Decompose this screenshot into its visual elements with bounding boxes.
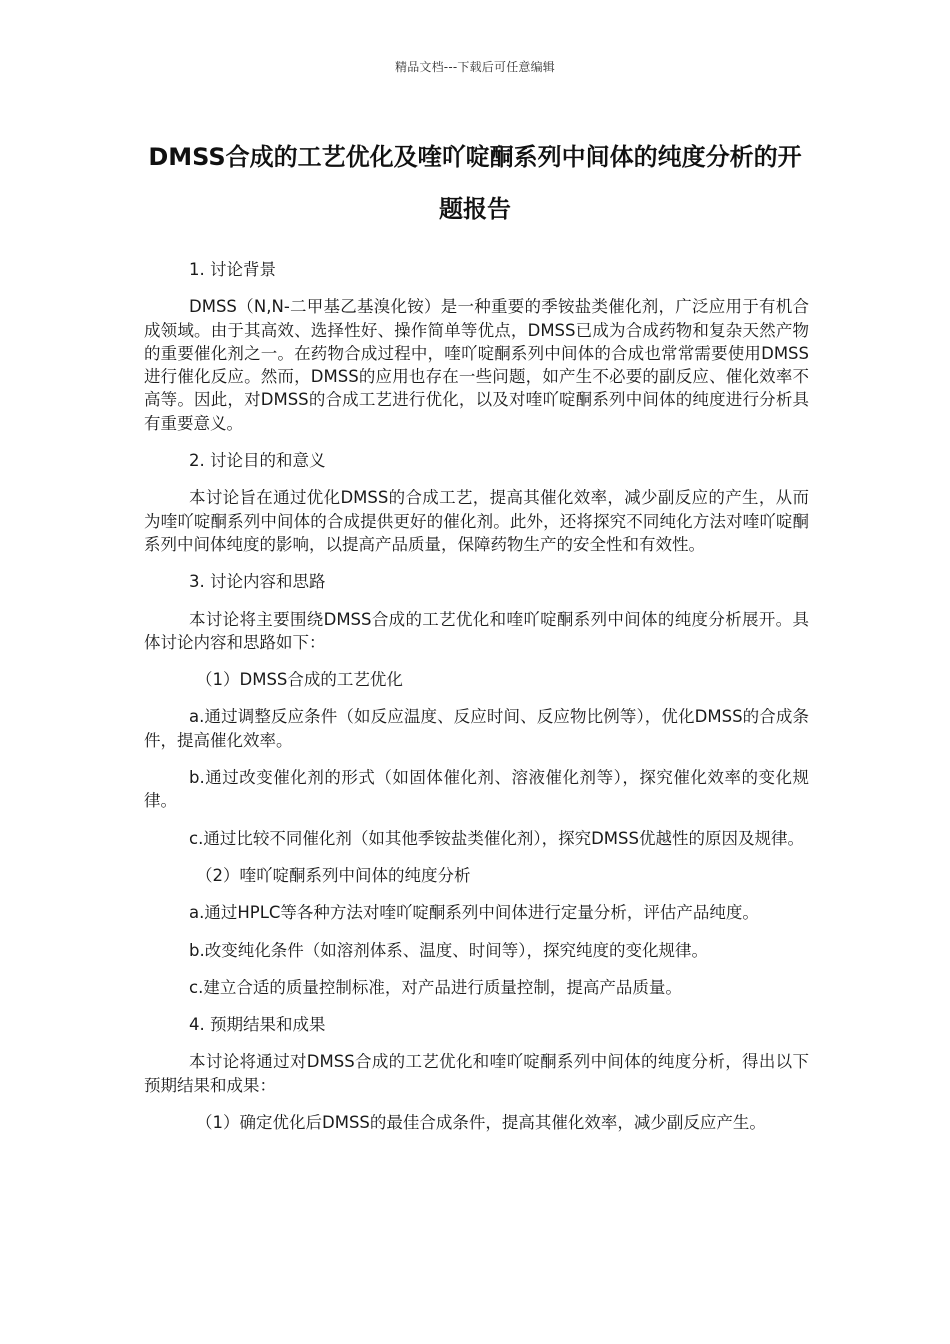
- list-item: a.通过调整反应条件（如反应温度、反应时间、反应物比例等），优化DMSS的合成条件，提高催化效率。: [144, 707, 809, 750]
- list-item: c.通过比较不同催化剂（如其他季铵盐类催化剂），探究DMSS优越性的原因及规律。: [189, 828, 804, 848]
- list-item: a.通过HPLC等各种方法对喹吖啶酮系列中间体进行定量分析，评估产品纯度。: [189, 903, 759, 923]
- list-item: （1）确定优化后DMSS的最佳合成条件，提高其催化效率，减少副反应产生。: [196, 1113, 766, 1133]
- paragraph-content: 本讨论将主要围绕DMSS合成的工艺优化和喹吖啶酮系列中间体的纯度分析展开。具体讨论内容和思路如下：: [144, 609, 809, 652]
- subheading-process-optimization: （1）DMSS合成的工艺优化: [196, 670, 403, 690]
- header-note: 精品文档---下载后可任意编辑: [395, 60, 555, 74]
- section-heading-expected-results: 4. 预期结果和成果: [189, 1015, 326, 1035]
- document-body: [144, 258, 809, 1148]
- paragraph-purpose: 本讨论旨在通过优化DMSS的合成工艺，提高其催化效率，减少副反应的产生，从而为喹吖啶酮系列中间体的合成提供更好的催化剂。此外，还将探究不同纯化方法对喹吖啶酮系列中间体纯度的影响，以提高产品质量，保障药物生产的安全性和有效性。: [144, 488, 809, 554]
- paragraph-expected-results: 本讨论将通过对DMSS合成的工艺优化和喹吖啶酮系列中间体的纯度分析，得出以下预期结果和成果：: [144, 1052, 809, 1095]
- list-item: c.建立合适的质量控制标准，对产品进行质量控制，提高产品质量。: [189, 977, 682, 997]
- list-item: b.改变纯化条件（如溶剂体系、温度、时间等），探究纯度的变化规律。: [189, 940, 708, 960]
- section-heading-purpose: 2. 讨论目的和意义: [189, 451, 326, 471]
- document-title: DMSS合成的工艺优化及喹吖啶酮系列中间体的纯度分析的开题报告: [148, 143, 802, 223]
- list-item: b.通过改变催化剂的形式（如固体催化剂、溶液催化剂等），探究催化效率的变化规律。: [144, 768, 809, 811]
- paragraph-background: DMSS（N,N-二甲基乙基溴化铵）是一种重要的季铵盐类催化剂，广泛应用于有机合成领域。由于其高效、选择性好、操作简单等优点，DMSS已成为合成药物和复杂天然产物的重要催化剂之一。在药物合成过程中，喹吖啶酮系列中间体的合成也常常需要使用DMSS进行催化反应。然而，DMSS的应用也存在一些问题，如产生不必要的副反应、催化效率不高等。因此，对DMSS的合成工艺进行优化，以及对喹吖啶酮系列中间体的纯度进行分析具有重要意义。: [144, 297, 809, 433]
- section-heading-background: 1. 讨论背景: [189, 260, 276, 279]
- section-heading-content: 3. 讨论内容和思路: [189, 572, 326, 592]
- subheading-purity-analysis: （2）喹吖啶酮系列中间体的纯度分析: [196, 865, 471, 885]
